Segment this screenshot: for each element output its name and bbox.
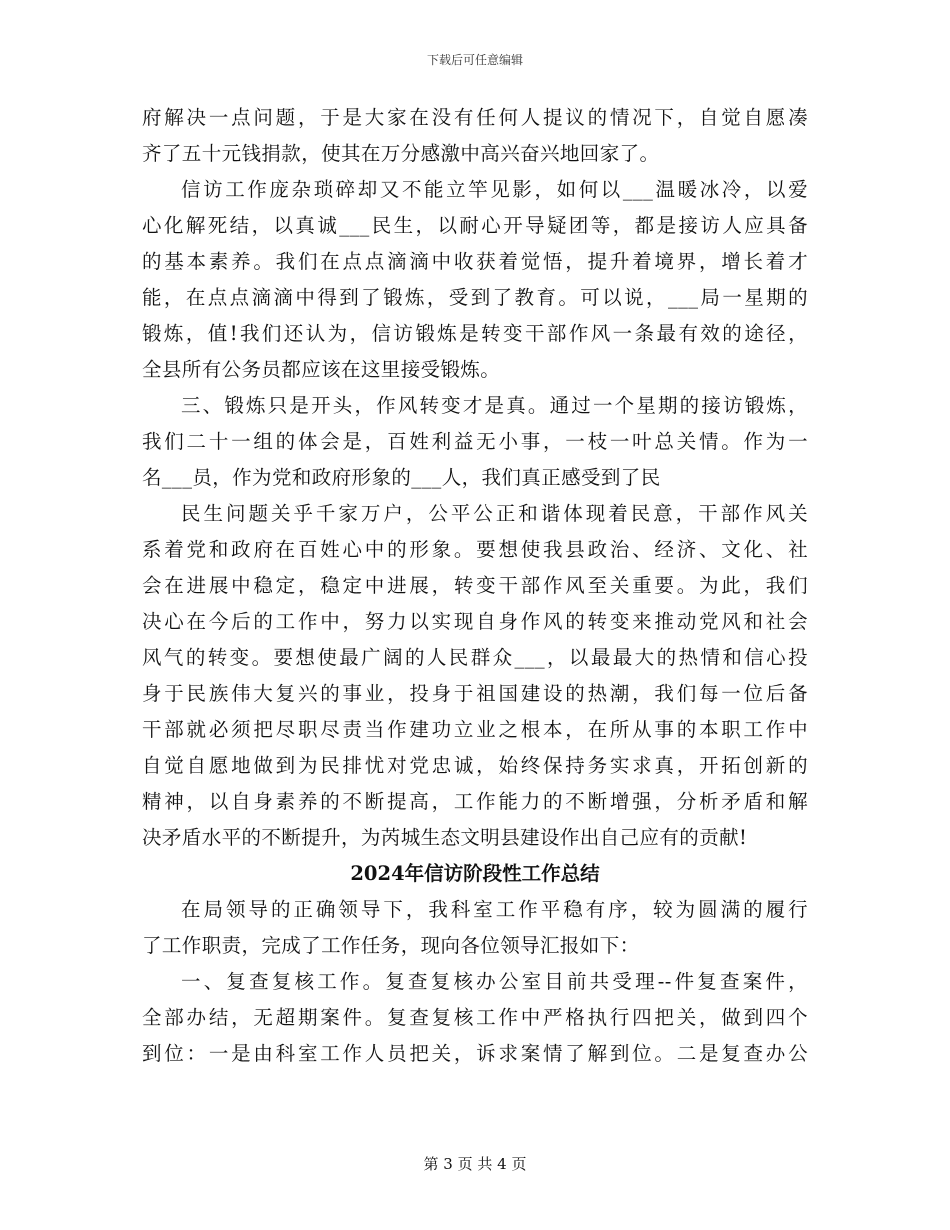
paragraph [142, 172, 808, 388]
text-line: 三、锻炼只是开头，作风转变才是真。通过一个星期的接访锻炼， [181, 394, 808, 417]
text-line: 民生问题关乎千家万户，公平公正和谐体现着民意，干部作风关 [181, 502, 808, 525]
text-line: 名___员，作为党和政府形象的___人，我们真正感受到了民 [142, 466, 661, 489]
text-line: 齐了五十元钱捐款，使其在万分感激中高兴奋兴地回家了。 [142, 142, 660, 165]
text-line: 能，在点点滴滴中得到了锻炼，受到了教育。可以说，___局一星期的 [142, 286, 808, 309]
section-title: 2024年信访阶段性工作总结 [350, 862, 600, 885]
text-line: 风气的转变。要想使最广阔的人民群众___，以最最大的热情和信心投 [142, 646, 808, 669]
paragraph [142, 388, 808, 496]
page-footer: 第 3 页 共 4 页 [423, 1155, 527, 1173]
text-line: 系着党和政府在百姓心中的形象。要想使我县政治、经济、文化、社 [142, 538, 808, 561]
text-line: 身于民族伟大复兴的事业，投身于祖国建设的热潮，我们每一位后备 [142, 682, 808, 705]
text-line: 决矛盾水平的不断提升，为芮城生态文明县建设作出自己应有的贡献! [142, 826, 748, 849]
text-line: 自觉自愿地做到为民排忧对党忠诚，始终保持务实求真，开拓创新的 [142, 754, 808, 777]
paragraph [142, 964, 808, 1072]
text-line: 一、复查复核工作。复查复核办公室目前共受理--件复查案件， [181, 970, 808, 993]
text-line: 精神，以自身素养的不断提高，工作能力的不断增强，分析矛盾和解 [142, 790, 808, 813]
text-line: 我们二十一组的体会是，百姓利益无小事，一枝一叶总关情。作为一 [142, 430, 808, 453]
paragraph [142, 892, 808, 964]
text-line: 会在进展中稳定，稳定中进展，转变干部作风至关重要。为此，我们 [142, 574, 808, 597]
text-line: 干部就必须把尽职尽责当作建功立业之根本，在所从事的本职工作中 [142, 718, 808, 741]
text-line: 在局领导的正确领导下，我科室工作平稳有序，较为圆满的履行 [181, 898, 808, 921]
text-line: 到位：一是由科室工作人员把关，诉求案情了解到位。二是复查办公 [142, 1042, 808, 1065]
text-line: 全县所有公务员都应该在这里接受锻炼。 [142, 358, 501, 381]
text-line: 心化解死结，以真诚___民生，以耐心开导疑团等，都是接访人应具备 [142, 214, 808, 237]
page-header: 下载后可任意编辑 [426, 53, 523, 67]
text-line: 了工作职责，完成了工作任务，现向各位领导汇报如下： [142, 934, 640, 957]
paragraph [142, 496, 808, 856]
document-body [142, 100, 808, 1072]
text-line: 的基本素养。我们在点点滴滴中收获着觉悟，提升着境界，增长着才 [142, 250, 808, 273]
text-line: 决心在今后的工作中，努力以实现自身作风的转变来推动党风和社会 [142, 610, 808, 633]
text-line: 锻炼，值!我们还认为，信访锻炼是转变干部作风一条最有效的途径， [142, 322, 808, 345]
text-line: 全部办结，无超期案件。复查复核工作中严格执行四把关，做到四个 [142, 1006, 808, 1029]
text-line: 府解决一点问题，于是大家在没有任何人提议的情况下，自觉自愿凑 [142, 106, 808, 129]
text-line: 信访工作庞杂琐碎却又不能立竿见影，如何以___温暖冰冷，以爱 [181, 178, 808, 201]
paragraph [142, 100, 808, 172]
